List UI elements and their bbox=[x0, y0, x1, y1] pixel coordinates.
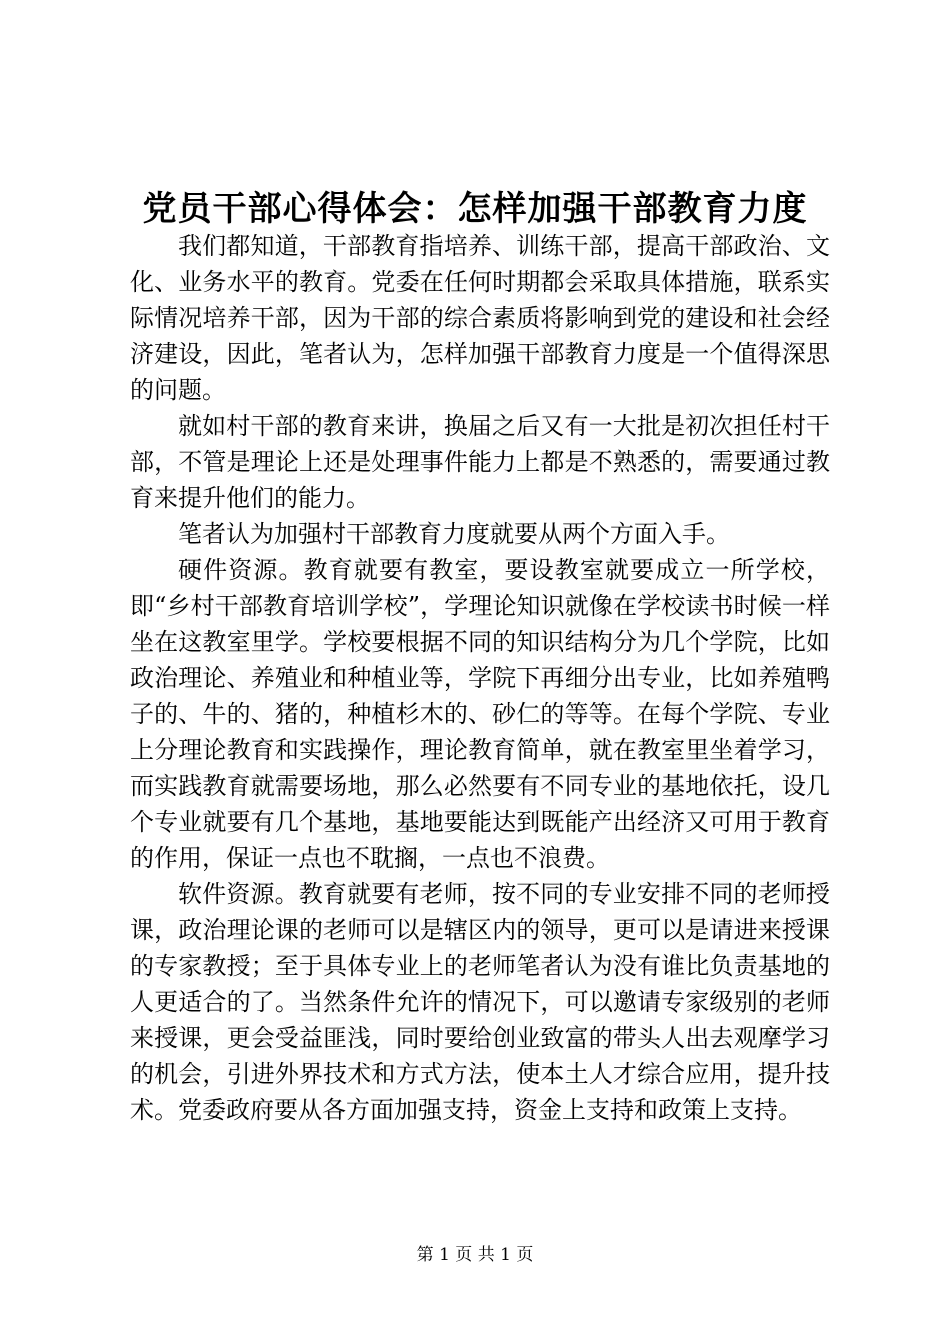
paragraph-software-resources: 软件资源。教育就要有老师，按不同的专业安排不同的老师授课，政治理论课的老师可以是辖区内的领导，更可以是请进来授课的专家教授；至于具体专业上的老师笔者认为没有谁比负责基地的人更适合的了。当然条件允许的情况下，可以邀请专家级别的老师来授课，更会受益匪浅，同时要给创业致富的带头人出去观摩学习的机会，引进外界技术和方式方法，使本土人才综合应用，提升技术。党委政府要从各方面加强支持，资金上支持和政策上支持。 bbox=[130, 880, 830, 1124]
document-body bbox=[130, 228, 830, 1128]
paragraph-intro: 我们都知道，干部教育指培养、训练干部，提高干部政治、文化、业务水平的教育。党委在任何时期都会采取具体措施，联系实际情况培养干部，因为干部的综合素质将影响到党的建设和社会经济建设，因此，笔者认为，怎样加强干部教育力度是一个值得深思的问题。 bbox=[130, 232, 830, 404]
paragraph-hardware-resources: 硬件资源。教育就要有教室，要设教室就要成立一所学校，即“乡村干部教育培训学校”，学理论知识就像在学校读书时候一样坐在这教室里学。学校要根据不同的知识结构分为几个学院，比如政治理论、养殖业和种植业等，学院下再细分出专业，比如养殖鸭子的、牛的、猪的，种植杉木的、砂仁的等等。在每个学院、专业上分理论教育和实践操作，理论教育简单，就在教室里坐着学习，而实践教育就需要场地，那么必然要有不同专业的基地依托，设几个专业就要有几个基地，基地要能达到既能产出经济又可用于教育的作用，保证一点也不耽搁，一点也不浪费。 bbox=[130, 556, 830, 872]
paragraph-village-cadres: 就如村干部的教育来讲，换届之后又有一大批是初次担任村干部，不管是理论上还是处理事件能力上都是不熟悉的，需要通过教育来提升他们的能力。 bbox=[130, 412, 830, 512]
page-number-footer: 第 1 页 共 1 页 bbox=[416, 1245, 534, 1265]
paragraph-two-aspects: 笔者认为加强村干部教育力度就要从两个方面入手。 bbox=[178, 520, 730, 548]
document-title: 党员干部心得体会：怎样加强干部教育力度 bbox=[142, 189, 808, 229]
